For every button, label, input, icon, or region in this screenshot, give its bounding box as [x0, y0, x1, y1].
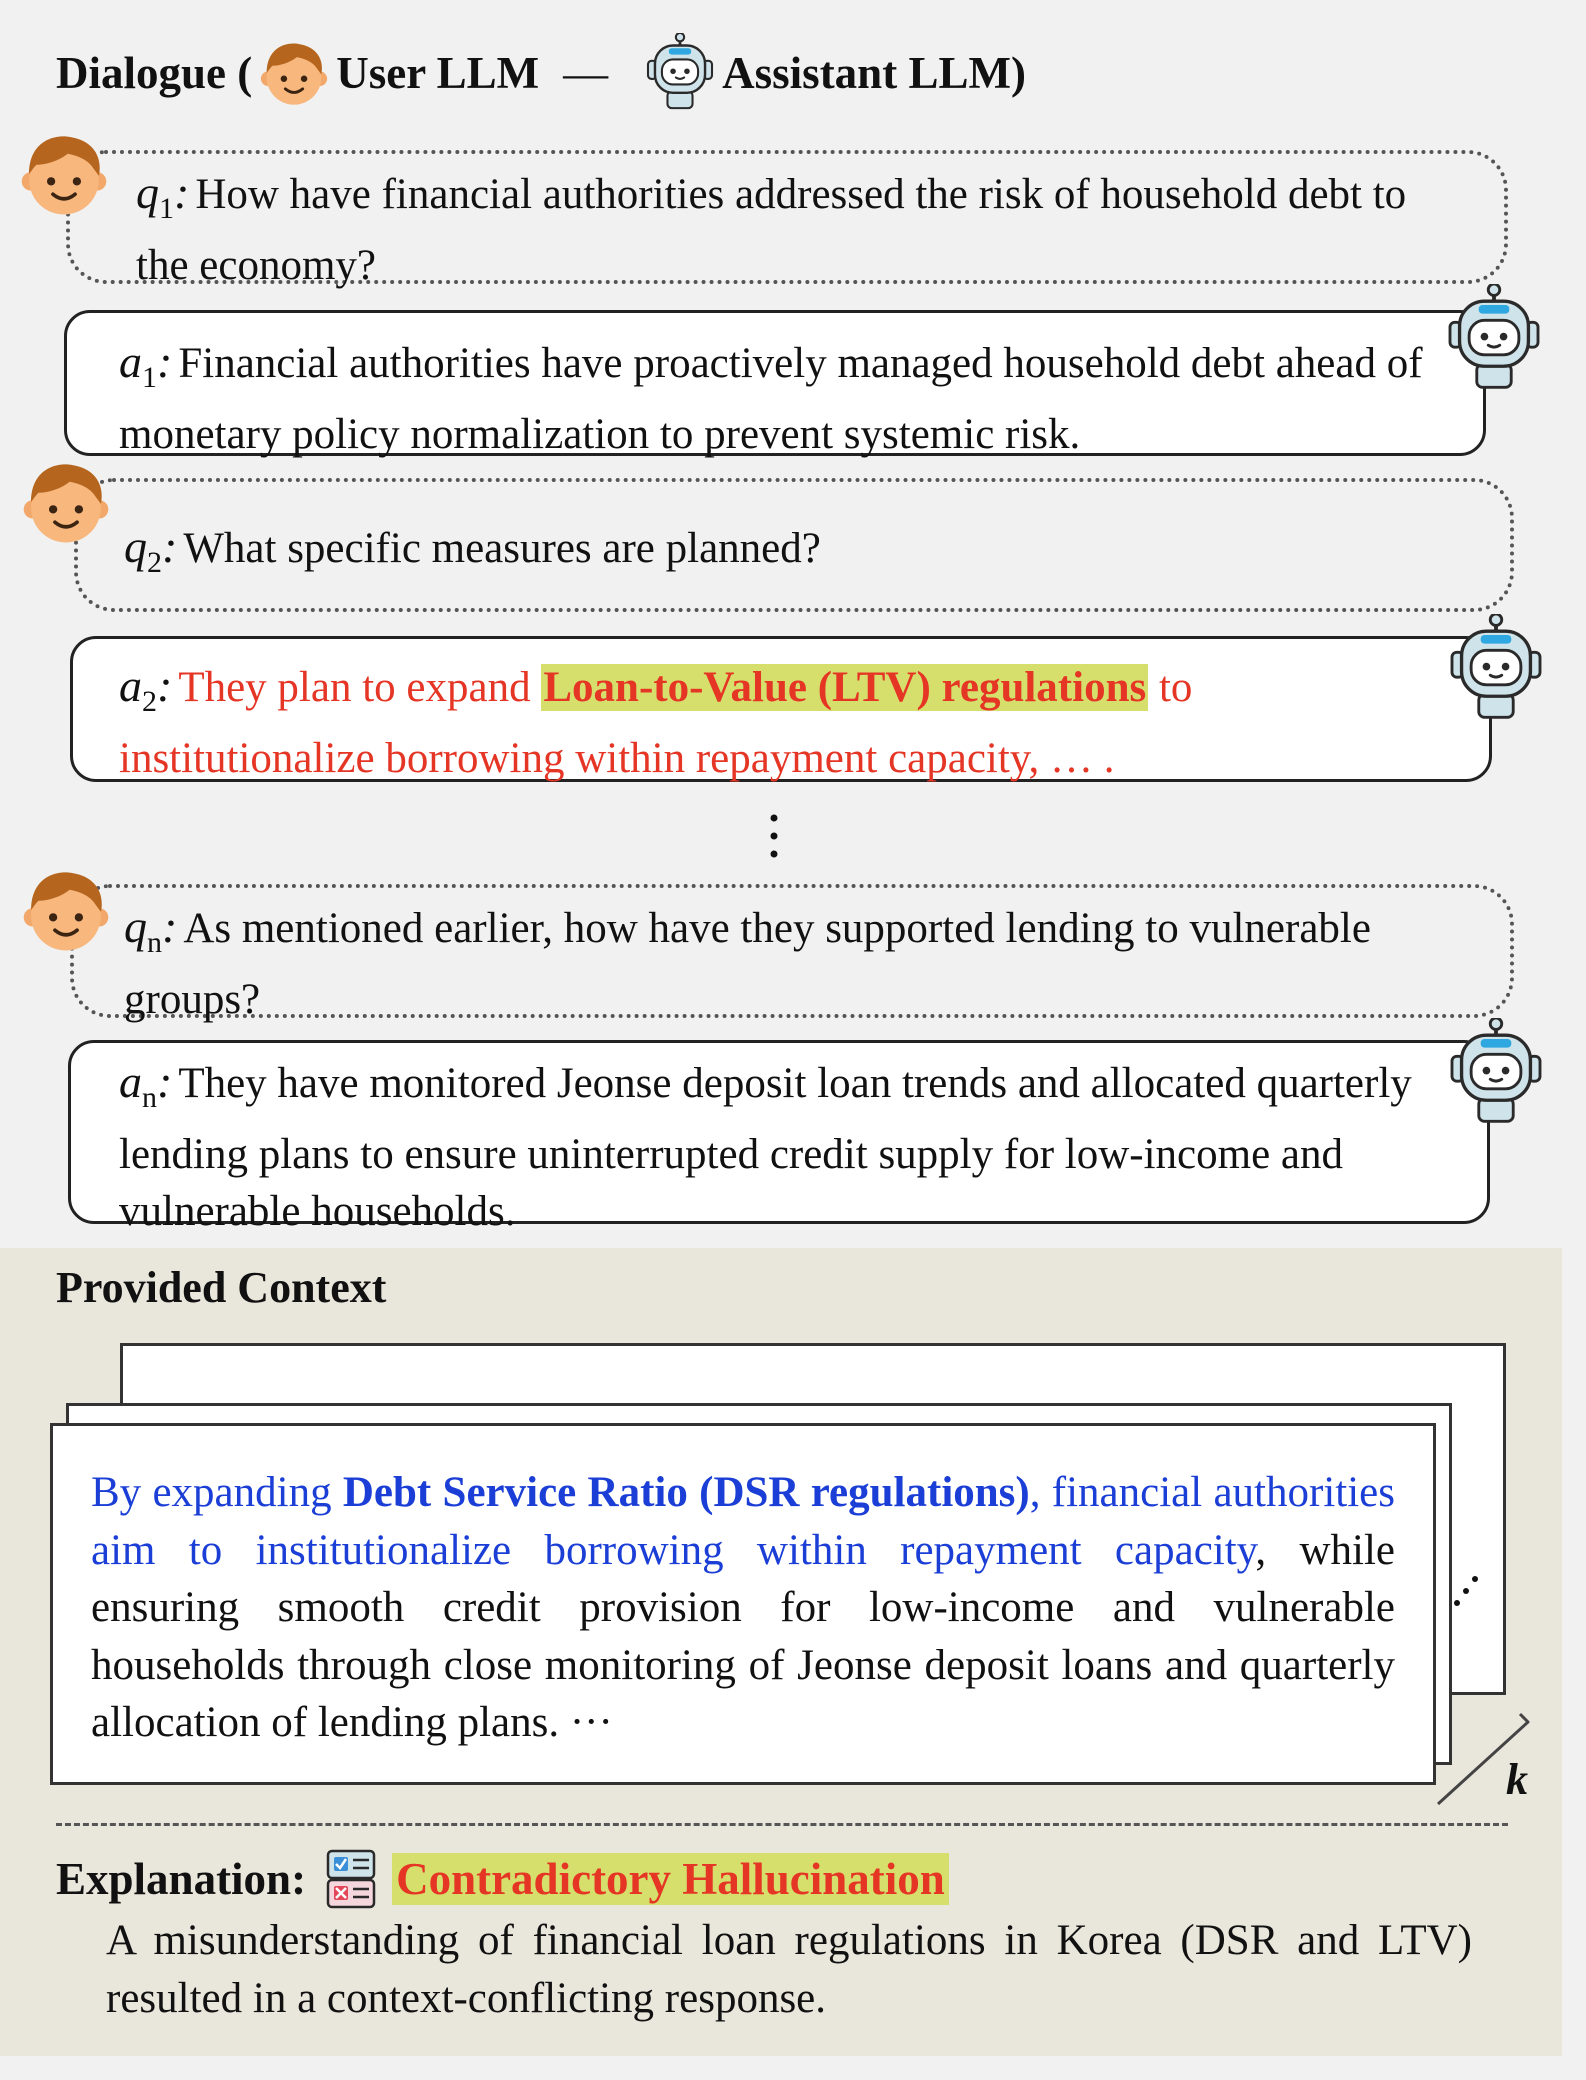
section-divider: [56, 1823, 1508, 1826]
assistant-llm-label: Assistant LLM): [722, 48, 1026, 98]
hallucination-type-tag: Contradictory Hallucination: [392, 1853, 949, 1905]
user-question-2: [74, 478, 1514, 612]
answer-label: $a_1$:: [119, 336, 173, 395]
boy-face-icon: [20, 456, 112, 548]
stack-dots: [1452, 1572, 1480, 1608]
user-llm-label: User LLM: [336, 48, 540, 98]
title-separator: —: [563, 48, 609, 98]
dialogue-title: [56, 38, 1026, 108]
explanation-row: [56, 1846, 949, 1912]
robot-icon: [1448, 614, 1544, 724]
assistant-answer-2: [70, 636, 1492, 782]
boy-face-icon: [258, 37, 330, 109]
explanation-label: Explanation:: [56, 1854, 307, 1904]
dialogue-ellipsis: [764, 812, 784, 860]
context-text-black: , while ensuring smooth credit provision for low-income and vulnerable households through close monitoring of Jeonse deposit loans and quarterly allocation of lending plans. ···: [91, 1526, 1395, 1746]
question-label: $q_n$:: [124, 901, 178, 960]
assistant-answer-n: [68, 1040, 1490, 1236]
answer-label: $a_2$:: [119, 660, 173, 719]
question-label: $q_1$:: [136, 167, 190, 226]
assistant-answer-1: [64, 310, 1486, 459]
user-question-n: [70, 884, 1514, 1024]
question-text: As mentioned earlier, how have they supported lending to vulnerable groups?: [124, 905, 1371, 1024]
answer-text-before: They plan to expand: [178, 664, 542, 711]
context-text-blue-1: By expanding: [91, 1469, 343, 1516]
question-text: How have financial authorities addressed the risk of household debt to the economy?: [136, 171, 1407, 290]
dialogue-title-prefix: Dialogue (: [56, 48, 253, 98]
context-document-front: [50, 1423, 1436, 1785]
explanation-text: A misunderstanding of financial loan regulations in Korea (DSR and LTV) resulted in a context-conflicting response.: [106, 1917, 1472, 2022]
question-label: $q_2$:: [124, 521, 178, 580]
robot-icon: [1446, 284, 1542, 394]
answer-text-after: to institutionalize borrowing within repayment capacity, … .: [119, 664, 1193, 783]
context-title: Provided Context: [56, 1263, 387, 1312]
ltv-highlight: Loan-to-Value (LTV) regulations: [543, 664, 1147, 711]
answer-label: $a_n$:: [119, 1056, 173, 1115]
robot-icon: [640, 33, 720, 113]
robot-icon: [1448, 1018, 1544, 1128]
boy-face-icon: [20, 864, 112, 956]
context-text-blue-2: , financial authorities aim to institutionalize borrowing within repayment capacity: [91, 1469, 1395, 1574]
dsr-highlight: Debt Service Ratio (DSR regulations): [342, 1469, 1030, 1516]
answer-text: They have monitored Jeonse deposit loan trends and allocated quarterly lending plans to ensure uninterrupted credit supply for low-income and vulnerable households.: [119, 1060, 1412, 1236]
question-text: What specific measures are planned?: [183, 525, 821, 572]
boy-face-icon: [18, 128, 110, 220]
k-label: k: [1506, 1755, 1528, 1804]
user-question-1: [66, 150, 1508, 290]
checklist-icon: [326, 1849, 376, 1909]
answer-text: Financial authorities have proactively managed household debt ahead of monetary policy normalization to prevent systemic risk.: [119, 340, 1423, 459]
